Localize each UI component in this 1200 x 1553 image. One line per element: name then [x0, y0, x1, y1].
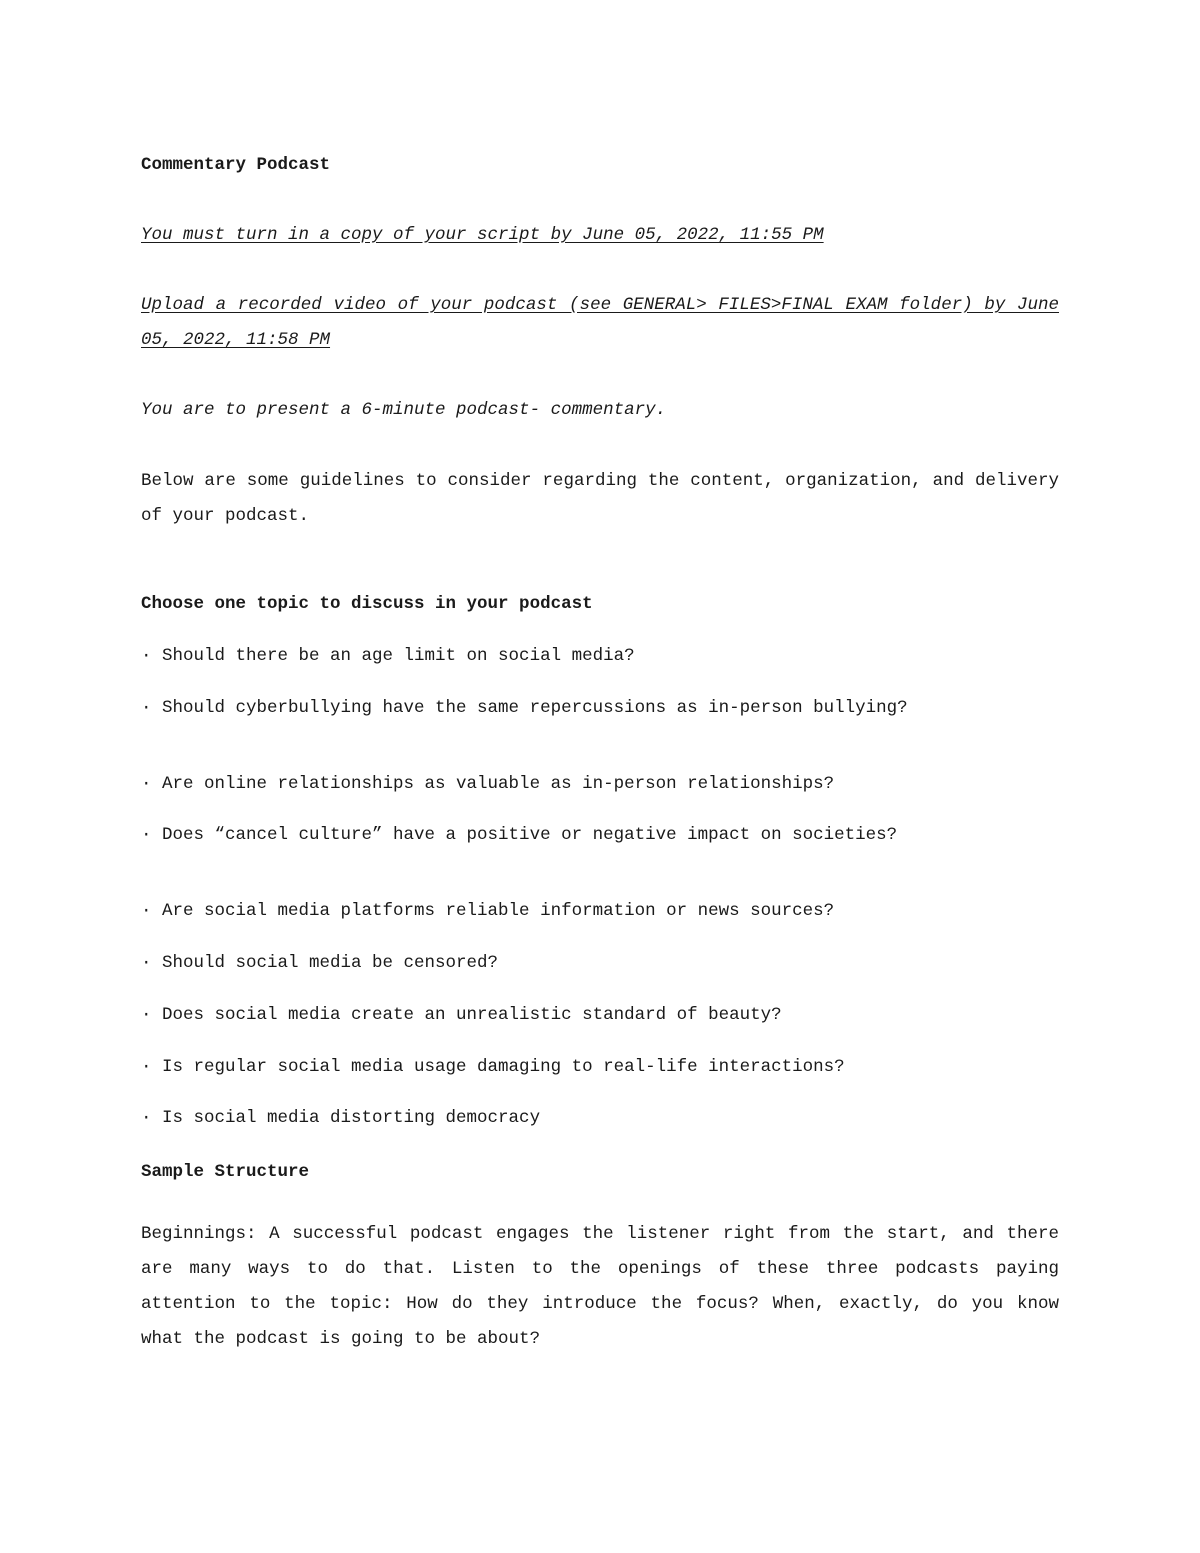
list-item: · Is regular social media usage damaging to real-life interactions?: [141, 1057, 845, 1077]
video-deadline: Upload a recorded video of your podcast (see GENERAL> FILES>FINAL EXAM folder) by June 05, 2022, 11:58 PM: [141, 295, 1059, 350]
script-deadline: You must turn in a copy of your script by June 05, 2022, 11:55 PM: [141, 225, 824, 245]
list-item: · Are online relationships as valuable as in-person relationships?: [141, 774, 835, 794]
list-item: · Does “cancel culture” have a positive or negative impact on societies?: [141, 825, 898, 845]
list-item: · Is social media distorting democracy: [141, 1108, 541, 1128]
document-title: Commentary Podcast: [141, 155, 331, 175]
intro-text: You are to present a 6-minute podcast- commentary.: [141, 400, 667, 420]
structure-heading: Sample Structure: [141, 1162, 310, 1182]
topics-heading: Choose one topic to discuss in your podcast: [141, 594, 593, 614]
guidelines-text: Below are some guidelines to consider regarding the content, organization, and delivery of your podcast.: [141, 471, 1059, 526]
beginnings-text: Beginnings: A successful podcast engages the listener right from the start, and there are many ways to do that. Listen to the openings of these three podcasts paying attention to the topic: How do they introduce the focus? When, exactly, do you know what the podcast is going to be about?: [141, 1224, 1059, 1349]
list-item: · Are social media platforms reliable information or news sources?: [141, 901, 835, 921]
list-item: · Does social media create an unrealistic standard of beauty?: [141, 1005, 782, 1025]
list-item: · Should social media be censored?: [141, 953, 499, 973]
list-item: · Should there be an age limit on social media?: [141, 646, 635, 666]
list-item: · Should cyberbullying have the same repercussions as in-person bullying?: [141, 698, 908, 718]
